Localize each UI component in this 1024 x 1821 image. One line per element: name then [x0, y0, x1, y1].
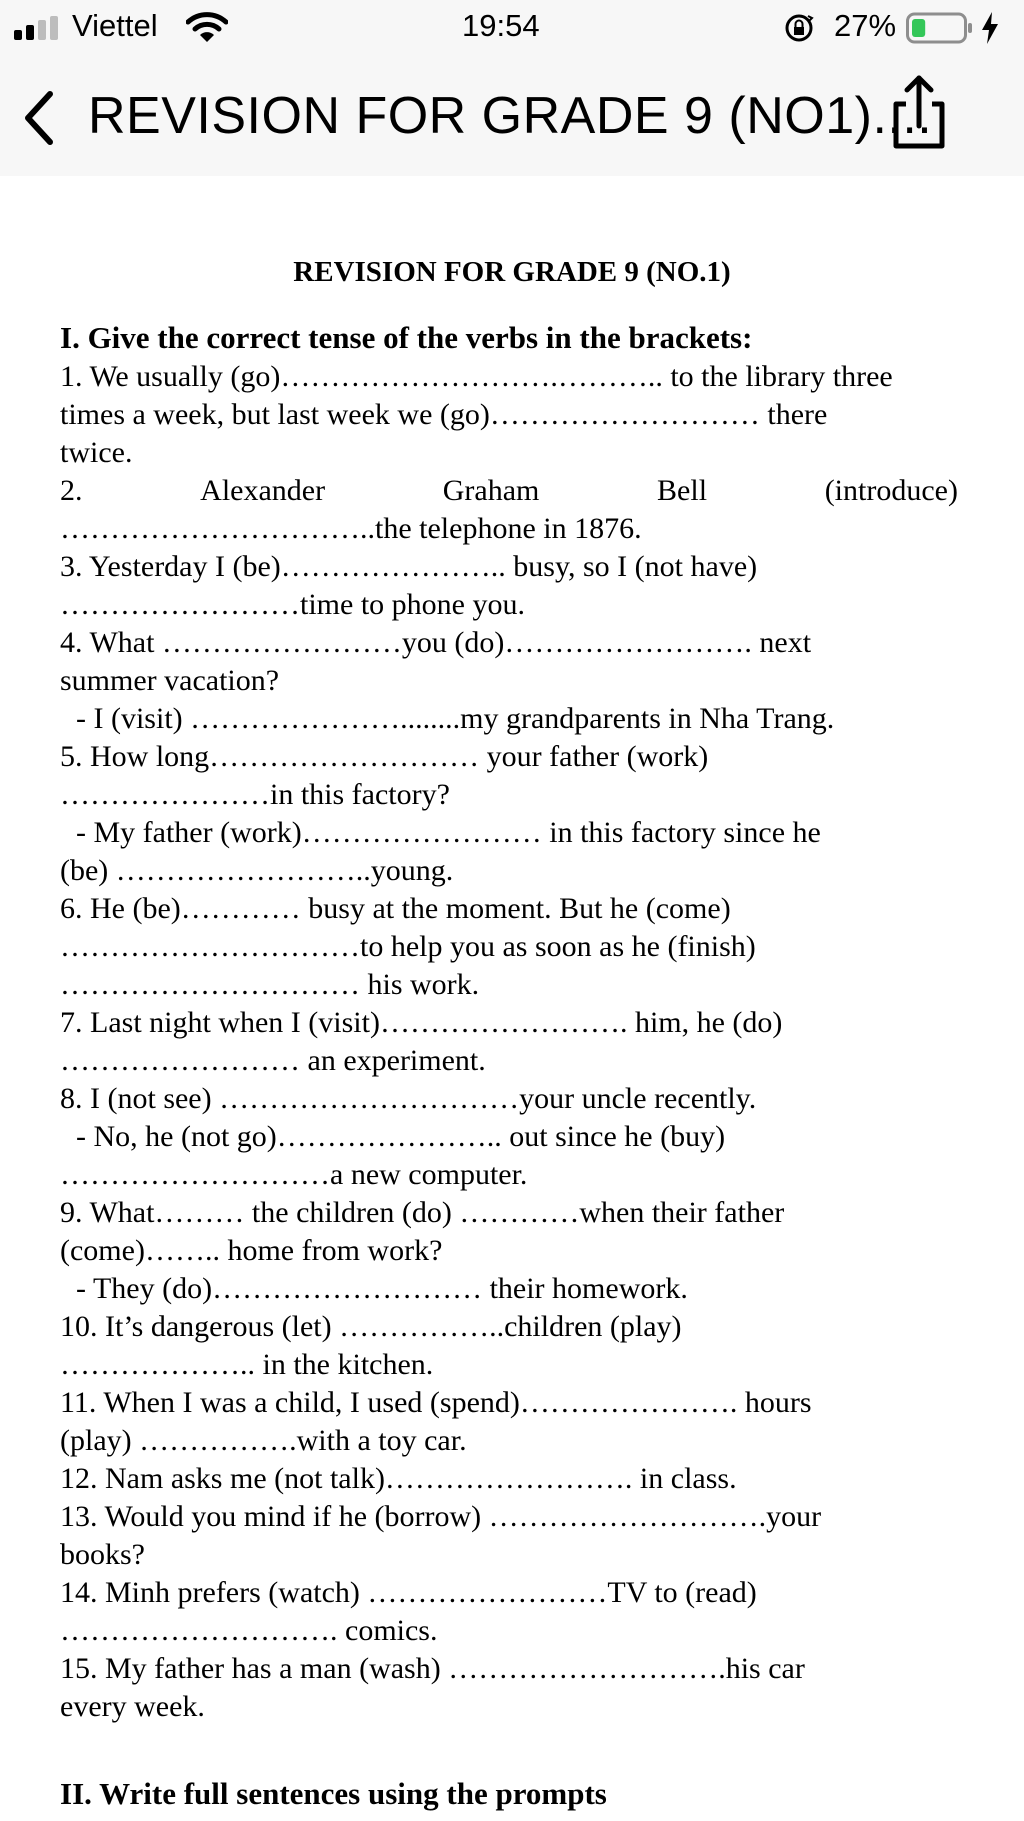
exercise-line: 8. I (not see) …………………………your uncle recently.	[60, 1082, 757, 1115]
exercise-line: - No, he (not go)………………….. out since he (buy)	[76, 1120, 726, 1153]
exercise-word: (introduce)	[824, 474, 958, 507]
exercise-line: books?	[60, 1538, 145, 1571]
clock-time: 19:54	[462, 8, 540, 43]
exercise-line: - They (do)……………………… their homework.	[76, 1272, 688, 1305]
exercise-line: 4. What ……………………you (do)……………………. next	[60, 626, 812, 659]
status-bar	[0, 0, 1024, 56]
exercise-line	[60, 472, 958, 510]
exercise-line: - My father (work)…………………… in this factory since he	[76, 816, 821, 849]
exercise-word: Graham	[442, 474, 540, 507]
exercise-line: …………………… an experiment.	[60, 1044, 486, 1077]
battery-percent: 27%	[834, 8, 897, 43]
exercise-line: ………………………a new computer.	[60, 1158, 528, 1191]
share-icon[interactable]	[888, 70, 950, 152]
exercise-line: 1. We usually (go)……………………….……….. to the library three	[60, 360, 893, 393]
exercise-line: times a week, but last week we (go)……………………… there	[60, 398, 828, 431]
exercise-line: (play) …………….with a toy car.	[60, 1424, 467, 1457]
exercise-word: Alexander	[200, 474, 326, 507]
exercise-line: 13. Would you mind if he (borrow) ……………………….your	[60, 1500, 822, 1533]
exercise-line: 5. How long……………………… your father (work)	[60, 740, 709, 773]
exercise-line: 11. When I was a child, I used (spend)…………………. hours	[60, 1386, 812, 1419]
section-heading: II. Write full sentences using the prompts	[60, 1776, 607, 1811]
battery-icon	[906, 12, 974, 44]
exercise-line: …………………in this factory?	[60, 778, 450, 811]
nav-bar	[0, 56, 1024, 176]
exercise-line: 14. Minh prefers (watch) ……………………TV to (read)	[60, 1576, 757, 1609]
exercise-line: ………………………… his work.	[60, 968, 480, 1001]
document-title: REVISION FOR GRADE 9 (NO.1)	[293, 256, 731, 288]
carrier-name: Viettel	[72, 8, 158, 43]
exercise-line: …………………………to help you as soon as he (finish)	[60, 930, 756, 963]
exercise-line: ………………………. comics.	[60, 1614, 438, 1647]
exercise-line: 7. Last night when I (visit)……………………. him, he (do)	[60, 1006, 783, 1039]
exercise-line: every week.	[60, 1690, 205, 1723]
section-heading: I. Give the correct tense of the verbs in the brackets:	[60, 320, 753, 355]
exercise-line: 3. Yesterday I (be)………………….. busy, so I (not have)	[60, 550, 758, 583]
exercise-line: 15. My father has a man (wash) ……………………….his car	[60, 1652, 805, 1685]
exercise-line: summer vacation?	[60, 664, 280, 697]
exercise-line: ……………….. in the kitchen.	[60, 1348, 434, 1381]
signal-icon	[14, 16, 72, 40]
exercise-line: twice.	[60, 436, 133, 469]
orientation-lock-icon	[784, 12, 814, 44]
exercise-line: - I (visit) …………………........my grandparents in Nha Trang.	[76, 702, 835, 735]
exercise-line: ……………………time to phone you.	[60, 588, 525, 621]
exercise-line: …………………………..the telephone in 1876.	[60, 512, 642, 545]
exercise-line: 6. He (be)………… busy at the moment. But he (come)	[60, 892, 731, 925]
exercise-line: (be) ……………………..young.	[60, 854, 454, 887]
chevron-left-icon[interactable]	[22, 90, 56, 146]
exercise-line: 9. What……… the children (do) …………when their father	[60, 1196, 785, 1229]
document-page	[0, 176, 1024, 1821]
exercise-line: 10. It’s dangerous (let) ……………..children (play)	[60, 1310, 682, 1343]
exercise-word: Bell	[657, 474, 708, 507]
exercise-line: (come)…….. home from work?	[60, 1234, 443, 1267]
exercise-word: 2.	[60, 474, 83, 507]
wifi-icon	[186, 10, 228, 44]
exercise-line: 12. Nam asks me (not talk)……………………. in class.	[60, 1462, 737, 1495]
page-title: REVISION FOR GRADE 9 (NO1)....	[88, 87, 933, 145]
charging-icon	[978, 10, 1002, 46]
